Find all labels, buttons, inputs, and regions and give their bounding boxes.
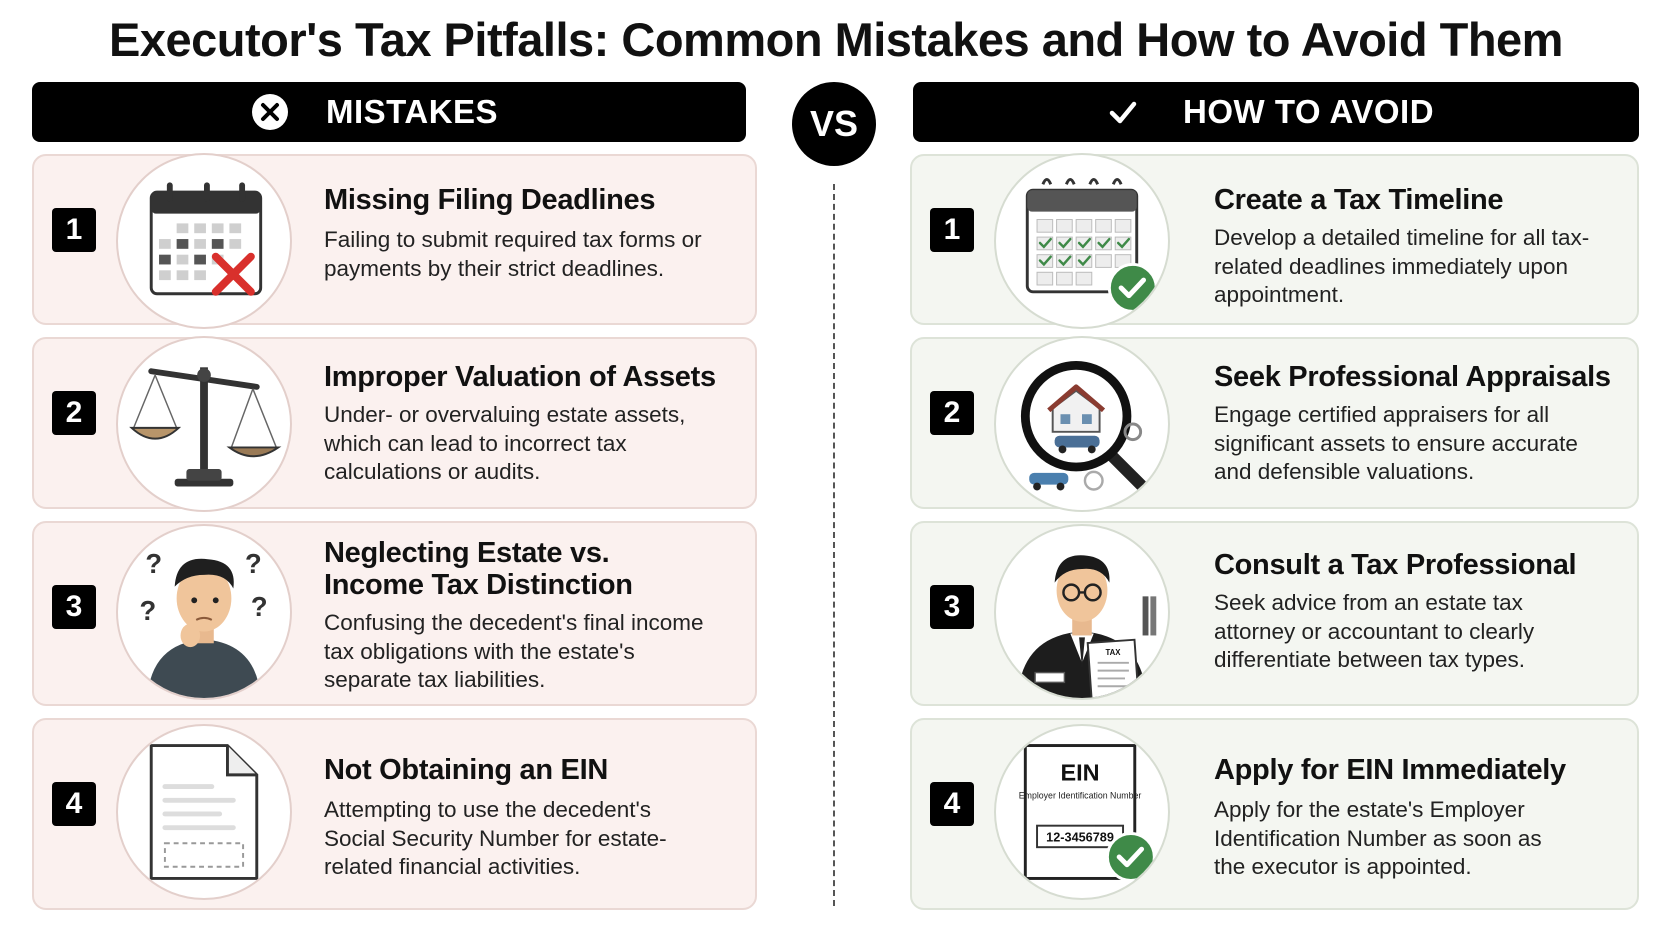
avoid-title-2: Seek Professional Appraisals: [1214, 361, 1611, 393]
checkmark-icon: [1103, 92, 1143, 132]
avoid-header-label: HOW TO AVOID: [1183, 93, 1435, 130]
page-title: Executor's Tax Pitfalls: Common Mistakes and How to Avoid Them: [109, 13, 1563, 66]
avoid-header: [913, 82, 1639, 142]
avoid-number-2: 2: [930, 391, 974, 435]
ein-heading: EIN: [1060, 759, 1100, 786]
svg-text:?: ?: [250, 590, 268, 622]
vs-badge: VS: [792, 82, 876, 166]
mistakes-header: [32, 82, 746, 142]
mistake-card-4: [32, 718, 757, 910]
avoid-number-4: 4: [930, 782, 974, 826]
blank-document-icon: [116, 724, 292, 900]
avoid-desc-1: Develop a detailed timeline for all tax-related deadlines immediately upon appointment.: [1214, 225, 1590, 307]
mistake-number-2: 2: [52, 391, 96, 435]
ein-document-icon: [994, 724, 1170, 900]
mistake-title-4: Not Obtaining an EIN: [324, 754, 608, 786]
avoid-card-1: [910, 154, 1639, 325]
confused-person-icon: [116, 524, 292, 700]
mistake-title-3-line1: Neglecting Estate vs.: [324, 537, 610, 569]
mistake-number-3: 3: [52, 585, 96, 629]
tax-professional-icon: [994, 524, 1170, 700]
mistake-title-1: Missing Filing Deadlines: [324, 184, 656, 216]
mistake-title-3-line2: Income Tax Distinction: [324, 569, 633, 601]
svg-text:?: ?: [139, 594, 157, 626]
mistake-card-2: [32, 337, 757, 509]
avoid-title-1: Create a Tax Timeline: [1214, 184, 1504, 216]
tax-document-label: TAX: [1105, 648, 1121, 657]
ein-number: 12-3456789: [1046, 830, 1114, 845]
scale-icon: [116, 336, 292, 512]
avoid-card-2: [910, 337, 1639, 509]
mistake-desc-3: Confusing the decedent's final income tax obligations with the estate's separate tax liabilities.: [324, 610, 704, 692]
mistake-title-3: [324, 537, 633, 601]
avoid-desc-2: Engage certified appraisers for all significant assets to ensure accurate and defensible valuations.: [1214, 402, 1578, 484]
mistake-desc-2: Under- or overvaluing estate assets, which can lead to incorrect tax calculations or audits.: [324, 402, 686, 484]
avoid-card-4: [910, 718, 1639, 910]
avoid-title-4: Apply for EIN Immediately: [1214, 754, 1566, 786]
mistake-desc-4: Attempting to use the decedent's Social Security Number for estate-related financial activities.: [324, 797, 667, 879]
svg-text:?: ?: [145, 547, 163, 579]
magnifier-assets-icon: [994, 336, 1170, 512]
avoid-desc-4: Apply for the estate's Employer Identification Number as soon as the executor is appointed.: [1214, 797, 1542, 879]
avoid-desc-3: Seek advice from an estate tax attorney or accountant to clearly differentiate between tax types.: [1214, 590, 1535, 672]
avoid-number-3: 3: [930, 585, 974, 629]
mistake-desc-1: Failing to submit required tax forms or payments by their strict deadlines.: [324, 227, 702, 281]
avoid-card-3: [910, 521, 1639, 706]
mistake-card-1: [32, 154, 757, 325]
center-divider: [833, 184, 835, 906]
mistake-number-4: 4: [52, 782, 96, 826]
mistake-number-1: 1: [52, 208, 96, 252]
mistake-title-2: Improper Valuation of Assets: [324, 361, 716, 393]
mistakes-header-label: MISTAKES: [326, 93, 499, 130]
mistake-card-3: [32, 521, 757, 706]
svg-text:?: ?: [245, 547, 262, 579]
calendar-check-icon: [994, 153, 1170, 329]
ein-subtitle: Employer Identification Number: [1018, 790, 1142, 801]
x-circle-icon: [250, 92, 290, 132]
avoid-title-3: Consult a Tax Professional: [1214, 549, 1577, 581]
avoid-number-1: 1: [930, 208, 974, 252]
calendar-x-icon: [116, 153, 292, 329]
